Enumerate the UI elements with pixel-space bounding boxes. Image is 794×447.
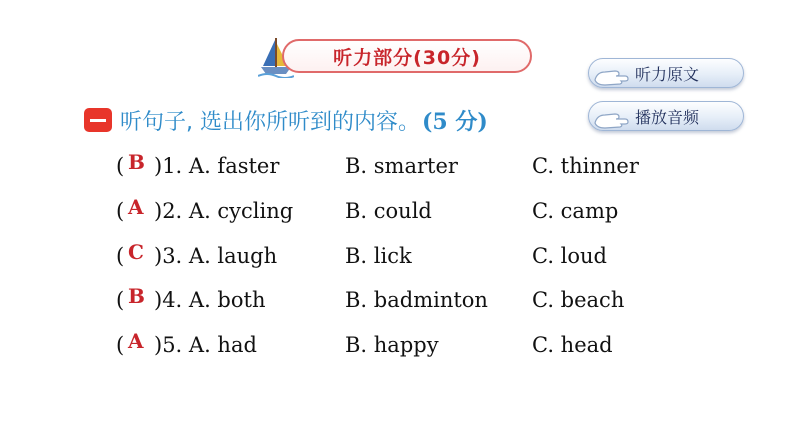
section-instruction: 听句子, 选出你所听到的内容。 (120, 109, 420, 135)
section-score: (5 分) (422, 108, 488, 135)
question-option-a: )5. A. had (154, 333, 257, 357)
question-option-c: C. camp (532, 199, 619, 223)
section-title (258, 36, 534, 78)
pointing-hand-icon (591, 101, 631, 131)
question-option-b: B. smarter (345, 154, 458, 178)
question-option-b: B. badminton (345, 288, 488, 312)
question-row: ( C )3. A. laugh B. lick C. loud (116, 240, 607, 268)
listening-transcript-label: 听力原文 (635, 64, 700, 84)
answer-letter: B (128, 150, 145, 174)
pointing-hand-icon (591, 58, 631, 88)
question-row: ( A )5. A. had B. happy C. head (116, 329, 613, 357)
answer-letter: A (128, 195, 144, 219)
title-pill: 听力部分(30分) (282, 39, 532, 73)
answer-letter: B (128, 284, 145, 308)
question-option-c: C. loud (532, 244, 607, 268)
question-option-c: C. thinner (532, 154, 639, 178)
question-option-a: )1. A. faster (154, 154, 280, 178)
question-option-a: )3. A. laugh (154, 244, 278, 268)
play-audio-label: 播放音频 (635, 107, 700, 127)
question-row: ( B )1. A. faster B. smarter C. thinner (116, 150, 639, 178)
section-heading (84, 102, 488, 138)
question-option-b: B. could (345, 199, 432, 223)
play-audio-button[interactable] (588, 101, 744, 131)
listening-transcript-button[interactable] (588, 58, 744, 88)
section-number-badge (84, 108, 112, 132)
answer-letter: A (128, 329, 144, 353)
question-option-c: C. head (532, 333, 613, 357)
question-option-b: B. happy (345, 333, 439, 357)
question-option-a: )4. A. both (154, 288, 266, 312)
question-option-c: C. beach (532, 288, 625, 312)
answer-letter: C (128, 240, 144, 264)
question-option-a: )2. A. cycling (154, 199, 294, 223)
question-option-b: B. lick (345, 244, 412, 268)
question-row: ( A )2. A. cycling B. could C. camp (116, 195, 619, 223)
question-row: ( B )4. A. both B. badminton C. beach (116, 284, 625, 312)
